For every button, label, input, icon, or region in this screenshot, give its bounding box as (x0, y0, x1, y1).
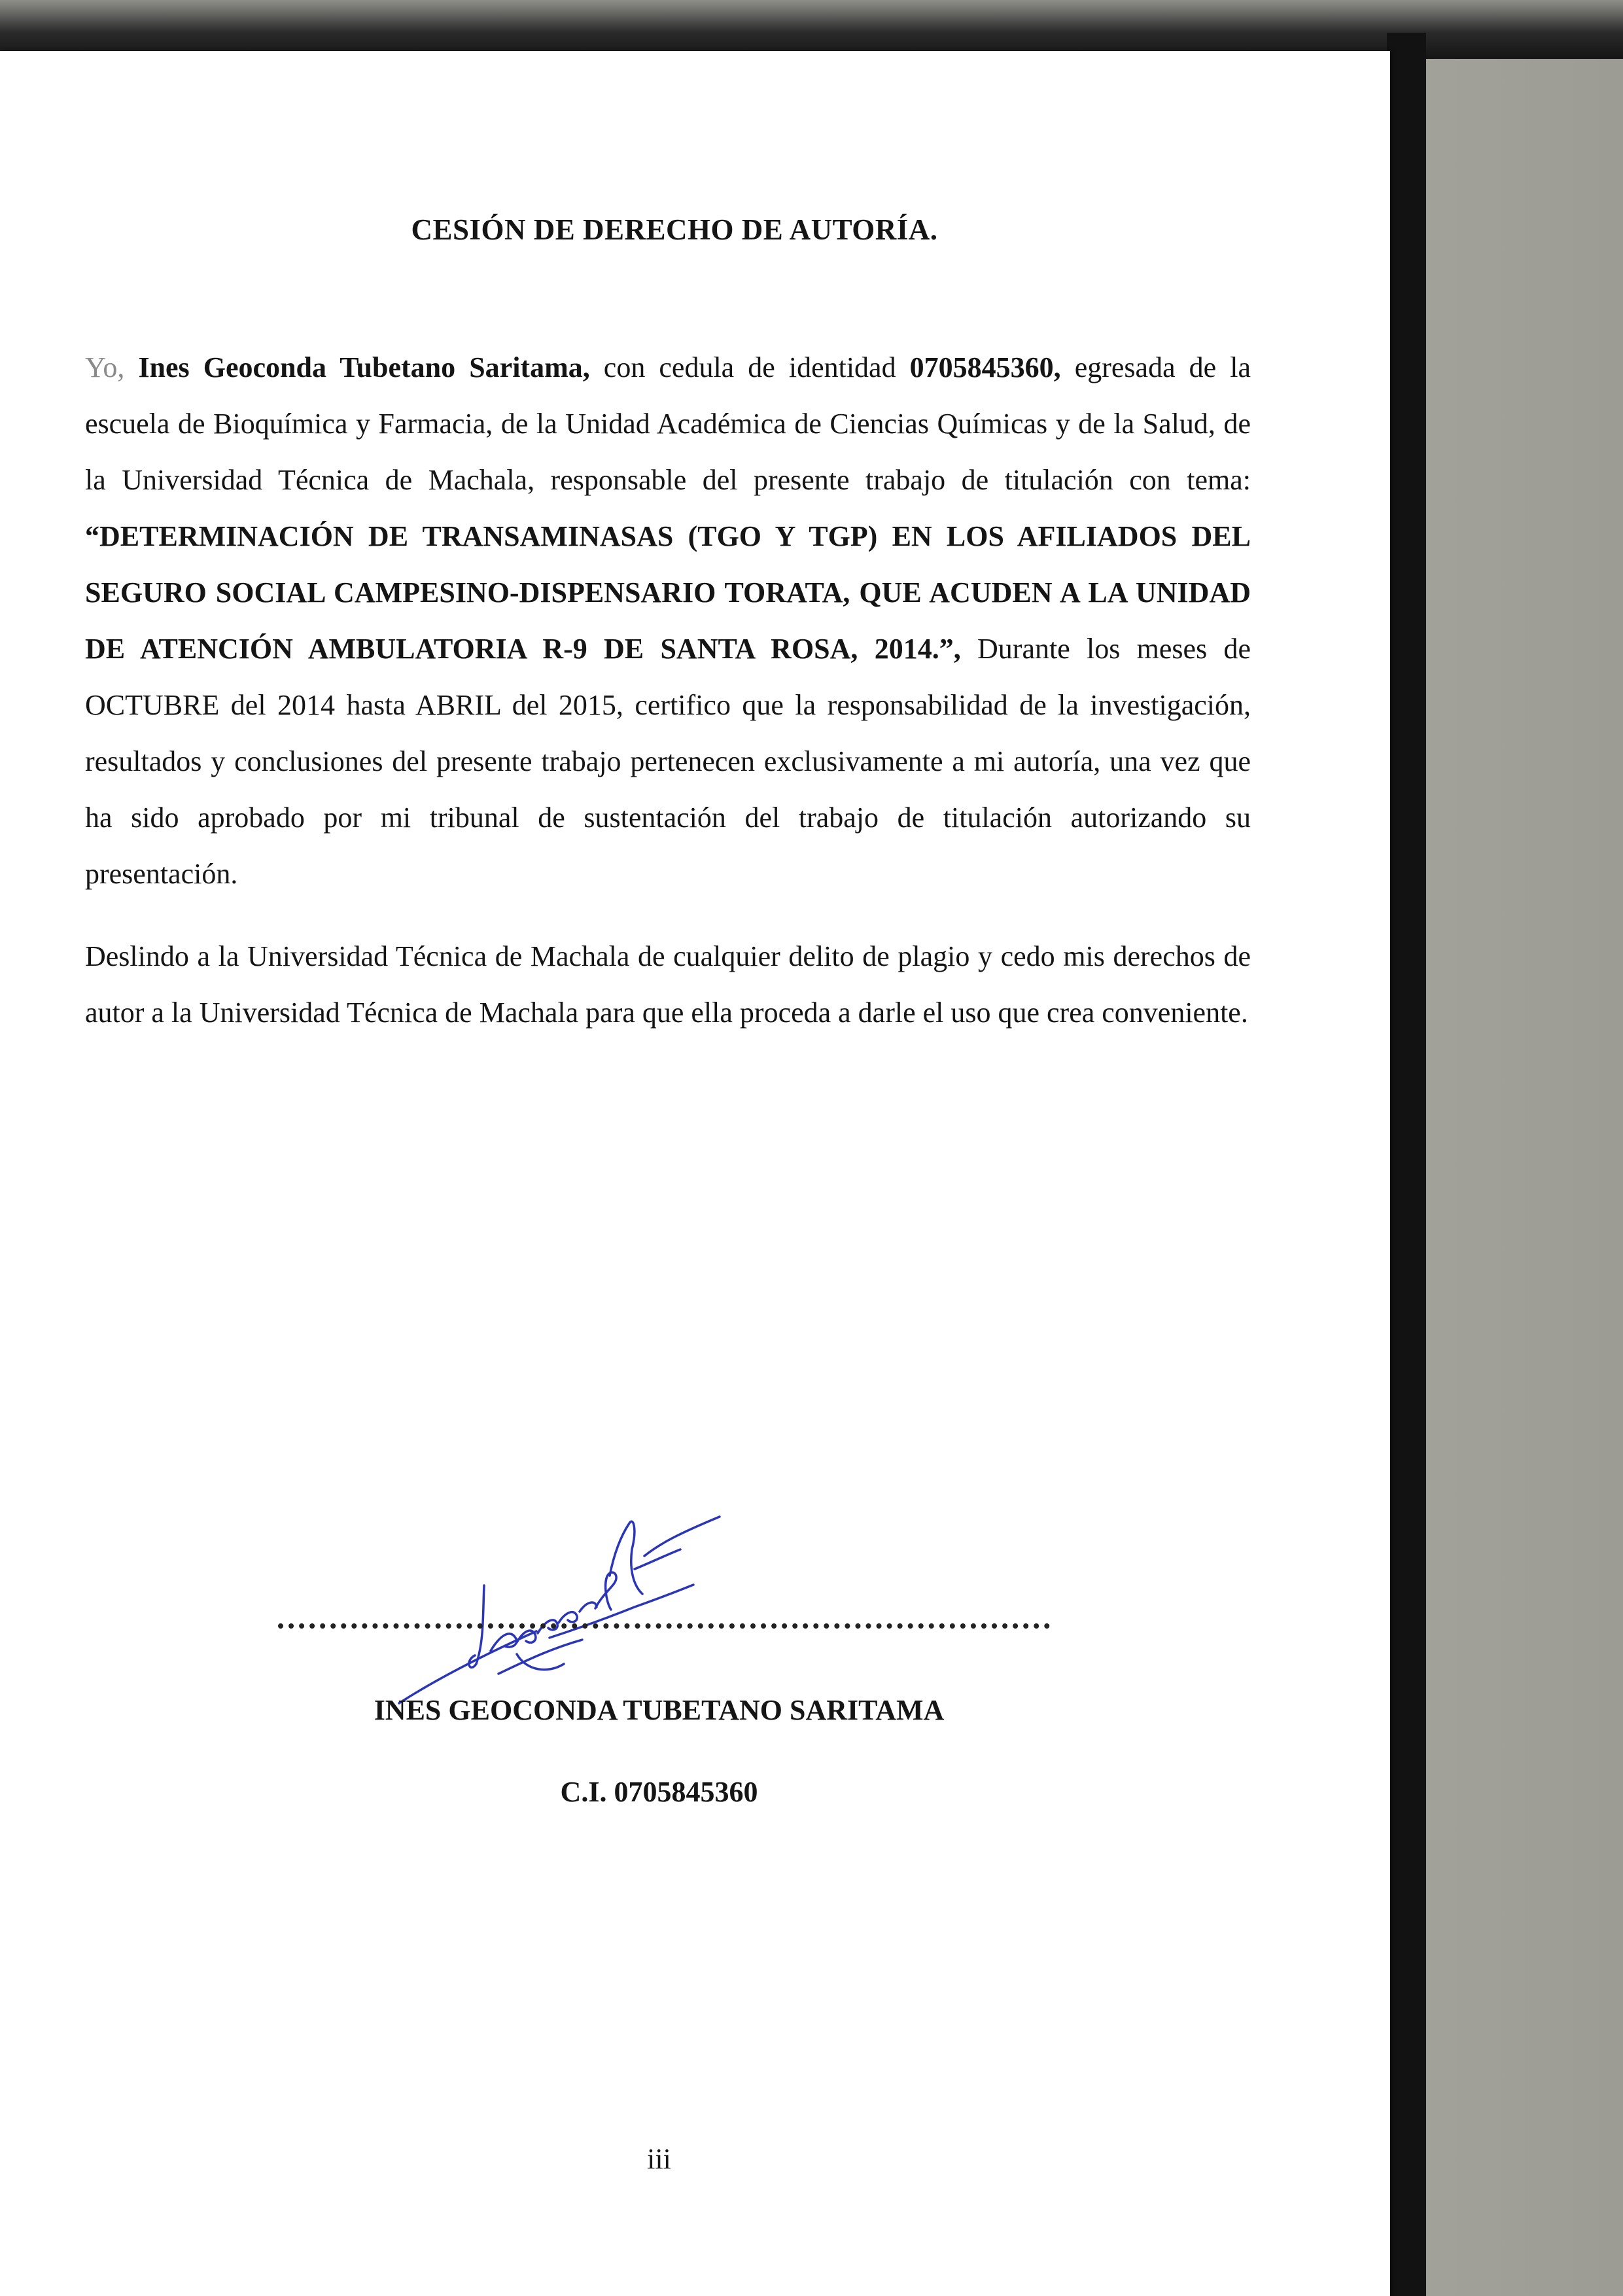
handwritten-signature (386, 1477, 726, 1720)
declaration-paragraph (85, 340, 1251, 902)
signer-name: INES GEOCONDA TUBETANO SARITAMA (374, 1694, 945, 1726)
signature-line (278, 1618, 1050, 1629)
author-id-number: 0705845360, (909, 351, 1061, 383)
declaration-opening: Yo, (85, 351, 125, 383)
declaration-text-body: egresada de la escuela de Bioquímica y Farmacia, de la Unidad Académica de Ciencias Químicas y de la Salud, de la Universidad Técnica de Machala, responsable del presente trabajo de titulación con tema: (85, 351, 1251, 496)
author-name: Ines Geoconda Tubetano Saritama, (138, 351, 590, 383)
document-content (85, 213, 1251, 1041)
scan-right-edge (1387, 33, 1426, 2296)
signature-block (0, 1445, 1390, 1850)
declaration-text-id: con cedula de identidad (589, 351, 910, 383)
declaration-text-closing: Durante los meses de OCTUBRE del 2014 hasta ABRIL del 2015, certifico que la responsabilidad de la investigación, resultados y conclusiones del presente trabajo pertenecen exclusivamente a mi autoría, una vez que ha sido aprobado por mi tribunal de sustentación del trabajo de titulación autorizando su presentación. (85, 633, 1251, 890)
signer-id: C.I. 0705845360 (560, 1776, 758, 1808)
rights-transfer-paragraph: Deslindo a la Universidad Técnica de Machala de cualquier delito de plagio y cedo mis derechos de autor a la Universidad Técnica de Machala para que ella proceda a darle el uso que crea conveniente. (85, 940, 1251, 1029)
thesis-topic: “DETERMINACIÓN DE TRANSAMINASAS (TGO Y TGP) EN LOS AFILIADOS DEL SEGURO SOCIAL CAMPESINO-DISPENSARIO TORATA, QUE ACUDEN A LA UNIDAD DE ATENCIÓN AMBULATORIA R-9 DE SANTA ROSA, 2014.”, (85, 520, 1251, 665)
scan-top-edge (0, 0, 1623, 59)
document-page (0, 51, 1390, 2296)
document-title: CESIÓN DE DERECHO DE AUTORÍA. (411, 213, 938, 246)
page-number: iii (647, 2143, 671, 2175)
